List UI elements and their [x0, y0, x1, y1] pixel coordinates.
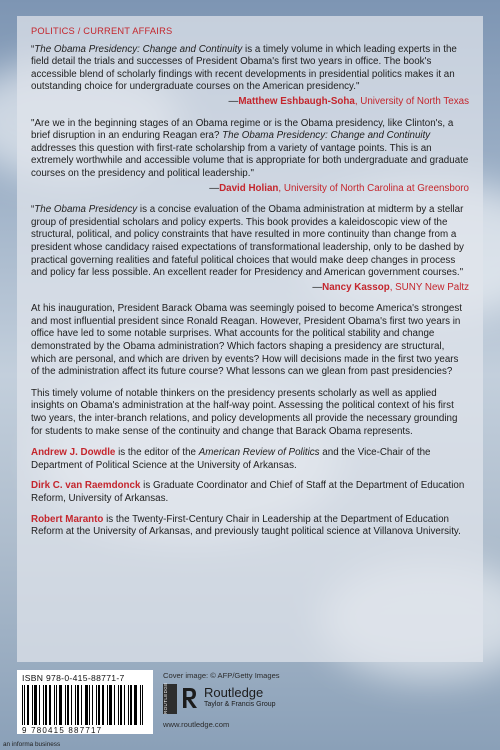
barcode-bar	[118, 685, 119, 725]
barcode-bar	[71, 685, 72, 725]
reviewer-affiliation: , SUNY New Paltz	[389, 281, 469, 293]
text-panel	[17, 16, 483, 662]
author-bio-2: Dirk C. van Raemdonck is Graduate Coordinator and Chief of Staff at the Department of Education Reform, University of Arkansas.	[31, 480, 465, 504]
imprint-mark: ROUTLEDGE	[163, 684, 177, 714]
barcode-bar	[65, 685, 66, 725]
barcode-bar	[114, 685, 115, 725]
isbn-label: ISBN 978-0-415-88771-7	[22, 673, 125, 683]
informa-tagline: an informa business	[3, 741, 61, 748]
barcode-bar	[67, 685, 69, 725]
author-name: Andrew J. Dowdle	[31, 447, 116, 459]
reviewer-name: Nancy Kassop	[322, 281, 390, 293]
book-title: The Obama Presidency: Change and Continuity	[222, 130, 431, 142]
publisher-website[interactable]: www.routledge.com	[163, 720, 230, 729]
barcode-bar	[24, 685, 25, 725]
barcode-bar	[96, 685, 97, 725]
review-quote-2	[31, 118, 469, 181]
barcode-bar	[43, 685, 44, 725]
cover-image-credit: Cover image: © AFP/Getty Images	[163, 671, 280, 680]
barcode-bar	[92, 685, 93, 725]
review-quote-1: “The Obama Presidency: Change and Continuity is a timely volume in which leading experts in the field detail the trials and successes of President Obama's first two years in office. The book's accessible blend of scholarly findings with recent developments in presidential politics makes it an outstanding choice for undergraduate courses on the American presidency."	[31, 43, 457, 93]
author-name: Dirk C. van Raemdonck	[31, 480, 141, 492]
barcode-bar	[107, 685, 108, 725]
reviewer-name: Matthew Eshbaugh-Soha	[238, 95, 355, 107]
barcode-bar	[130, 685, 132, 725]
barcode-bar	[39, 685, 40, 725]
barcode-bar	[140, 685, 141, 725]
book-title: The Obama Presidency	[34, 204, 138, 216]
barcode-bar	[89, 685, 90, 725]
author-name: Robert Maranto	[31, 513, 104, 525]
barcode-bar	[102, 685, 104, 725]
barcode-bar	[120, 685, 122, 725]
author-bio-3: Robert Maranto is the Twenty-First-Century Chair in Leadership at the Department of Education Reform at the University of Arkansas, and previously taught political science at Villanova University.	[31, 513, 461, 538]
barcode-bar	[27, 685, 29, 725]
author-bio-1: Andrew J. Dowdle is the editor of the American Review of Politics and the Vice-Chair of the Department of Political Science at the University of Arkansas.	[31, 447, 431, 471]
barcode-bar	[124, 685, 125, 725]
barcode-number: 9 780415 887717	[22, 726, 103, 735]
review-quote-3: “The Obama Presidency is a concise evaluation of the Obama administration at midterm by a stellar group of presidential scholars and policy experts. This book provides a kaleidoscopic view of the structural, political, and policy constraints that have resulted in more continuity than change from a president whose candidacy raised expectations of transformational leadership, only to be dashed by practical governing realities and fateful political choices that would make deep changes in process and policy far less possible. An excellent reader for Presidency and American government courses."	[31, 204, 464, 279]
barcode-bar	[81, 685, 82, 725]
barcode-bar	[32, 685, 33, 725]
barcode-bar	[45, 685, 47, 725]
barcode-bar	[128, 685, 129, 725]
barcode-box	[17, 670, 153, 734]
reviewer-affiliation: , University of North Carolina at Greensboro	[278, 182, 469, 194]
barcode-bar	[109, 685, 112, 725]
journal-title: American Review of Politics	[198, 447, 320, 459]
barcode-bar	[22, 685, 23, 725]
barcode-bar	[59, 685, 62, 725]
reviewer-name: David Holian	[219, 182, 279, 194]
barcode-icon	[22, 685, 148, 725]
review-text-pre: "Are we in the beginning stages of an Obama regime or is the Obama presidency, like Clinton's, a brief disruption in an enduring Reagan era?	[31, 117, 454, 142]
description-paragraph-2: This timely volume of notable thinkers on the presidency presents scholarly as well as applied insights on Obama's administration at the half-way point. Assessing the political context of his first two years, the inter-branch relations, and policy developments all provide the necessary grounding for students to make sense of the continuity and change that Barack Obama represents.	[31, 387, 458, 437]
review-attribution-3: —Nancy Kassop, SUNY New Paltz	[312, 281, 469, 293]
category-label: POLITICS / CURRENT AFFAIRS	[31, 26, 173, 36]
barcode-bar	[98, 685, 100, 725]
barcode-bar	[34, 685, 37, 725]
barcode-bar	[77, 685, 79, 725]
barcode-bar	[54, 685, 55, 725]
review-text: addresses this question with first-rate scholarship from a variety of vantage points. This is an extremely worthwhile and accessible volume that is appropriate for both undergraduate and graduate courses on the presidency and political leadership."	[31, 142, 469, 179]
barcode-bar	[134, 685, 137, 725]
review-attribution-2: —David Holian, University of North Carolina at Greensboro	[209, 182, 469, 194]
barcode-bar	[56, 685, 57, 725]
barcode-bar	[85, 685, 88, 725]
barcode-bar	[142, 685, 143, 725]
review-text: is a concise evaluation of the Obama administration at midterm by a stellar group of presidential scholars and policy experts. This book provides a kaleidoscopic view of the structural, political, and policy constraints that have resulted in more continuity than change from a president whose candidacy raised expectations of transformational leadership, only to be dashed by practical governing realities and fateful political choices that would make deep changes in process and policy far less possible. An excellent reader for Presidency and American government courses."	[31, 204, 464, 279]
routledge-logo-icon	[181, 686, 199, 710]
publisher-name: Routledge	[204, 685, 264, 700]
barcode-bar	[75, 685, 76, 725]
review-text: is a timely volume in which leading experts in the field detail the trials and successes of President Obama's first two years in office. The book's accessible blend of scholarly findings with recent developments in presidential politics makes it an outstanding choice for undergraduate courses on the American presidency.	[31, 43, 457, 93]
barcode-bar	[49, 685, 51, 725]
publisher-group: Taylor & Francis Group	[204, 701, 276, 708]
reviewer-affiliation: , University of North Texas	[354, 95, 469, 107]
description-paragraph-1: At his inauguration, President Barack Obama was seemingly poised to become America's strongest and most influential president since Ronald Reagan. However, President Obama's first two years in office have led to some notable surprises. What accounts for the political stability and change demonstrated by the Obama administration? Which factors shaping a presidency are structural, which are personal, and which are driven by events? How will decisions made in the first two years of the administration affect its future course? What lessons can we glean from past presidencies?	[31, 303, 462, 378]
review-attribution-1: —Matthew Eshbaugh-Soha, University of North Texas	[228, 95, 469, 107]
book-title: The Obama Presidency: Change and Continuity	[34, 43, 243, 55]
